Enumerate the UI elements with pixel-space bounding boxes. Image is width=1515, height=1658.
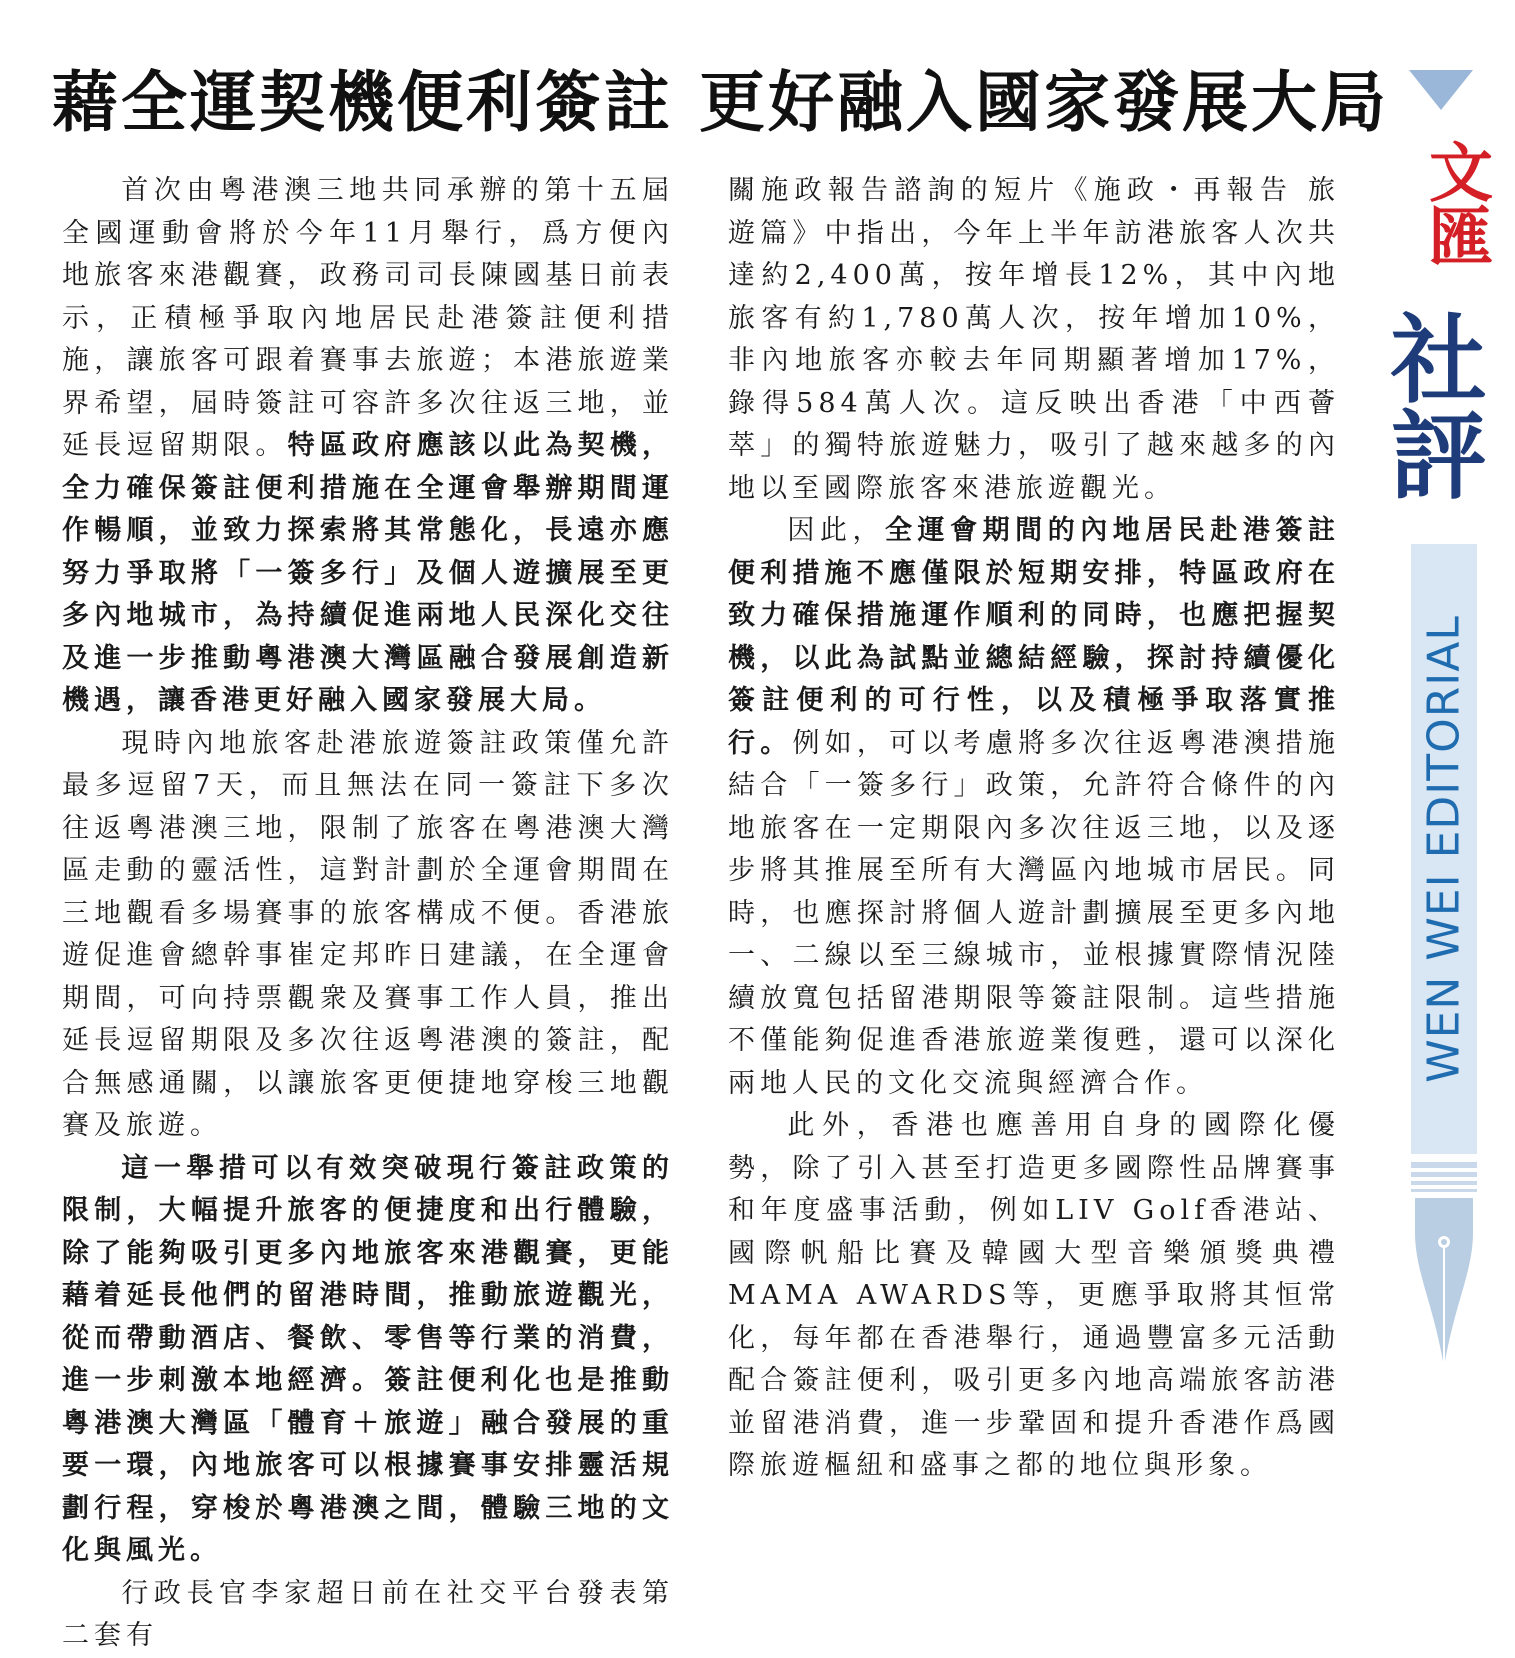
paragraph-1 (62, 170, 674, 723)
editorial-masthead (1375, 62, 1493, 1482)
fountain-pen-nib-icon (1411, 1162, 1477, 1372)
left-column (62, 170, 674, 1658)
paragraph-1-bold: 特區政府應該以此為契機，全力確保簽註便利措施在全運會舉辦期間運作暢順，並致力探索將其常態化，長遠亦應努力爭取將「一簽多行」及個人遊擴展至更多內地城市，為持續促進兩地人民深化交往及進一步推動粵港澳大灣區融合發展創造新機遇，讓香港更好融入國家發展大局。 (62, 430, 675, 716)
paragraph-3 (62, 1148, 674, 1573)
right-column (728, 170, 1340, 1488)
paragraph-5-text: 例如，可以考慮將多次往返粵港澳措施結合「一簽多行」政策，允許符合條件的內地旅客在一定期限內多次往返三地，以及逐步將其推展至所有大灣區內地城市居民。同時，也應探討將個人遊計劃擴展至更多內地一、二線以至三線城市，並根據實際情況陸續放寬包括留港期限等簽註限制。這些措施不僅能夠促進香港旅遊業復甦，還可以深化兩地人民的文化交流與經濟合作。 (728, 727, 1341, 1099)
triangle-down-icon (1409, 70, 1473, 110)
paragraph-5 (728, 510, 1340, 1105)
paragraph-5-lead: 因此， (787, 515, 886, 546)
paragraph-5-bold: 全運會期間的內地居民赴港簽註便利措施不應僅限於短期安排，特區政府在致力確保措施運作順利的同時，也應把握契機，以此為試點並總結經驗，探討持續優化簽註便利的可行性，以及積極爭取落實推行。 (728, 515, 1341, 759)
paragraph-4-start: 行政長官李家超日前在社交平台發表第二套有 (62, 1577, 674, 1651)
paragraph-2: 現時內地旅客赴港旅遊簽註政策僅允許最多逗留7天，而且無法在同一簽註下多次往返粵港澳三地，限制了旅客在粵港澳大灣區走動的靈活性，這對計劃於全運會期間在三地觀看多場賽事的旅客構成不便。香港旅遊促進會總幹事崔定邦昨日建議，在全運會期間，可向持票觀衆及賽事工作人員，推出延長逗留期限及多次往返粵港澳的簽註，配合無感通關，以讓旅客更便捷地穿梭三地觀賽及旅遊。 (62, 727, 674, 1141)
paragraph-3-bold: 這一舉措可以有效突破現行簽註政策的限制，大幅提升旅客的便捷度和出行體驗，除了能夠吸引更多內地旅客來港觀賽，更能藉着延長他們的留港時間，推動旅遊觀光，從而帶動酒店、餐飲、零售等行業的消費，進一步刺激本地經濟。簽註便利化也是推動粵港澳大灣區「體育＋旅遊」融合發展的重要一環，內地旅客可以根據賽事安排靈活規劃行程，穿梭於粵港澳之間，體驗三地的文化與風光。 (62, 1152, 674, 1566)
paragraph-6: 此外，香港也應善用自身的國際化優勢，除了引入甚至打造更多國際性品牌賽事和年度盛事活動，例如LIV Golf香港站、國際帆船比賽及韓國大型音樂頒獎典禮MAMA AWARDS等，更應爭取將其恒常化，每年都在香港舉行，通過豐富多元活動配合簽註便利，吸引更多內地高端旅客訪港並留港消費，進一步鞏固和提升香港作爲國際旅遊樞紐和盛事之都的地位與形象。 (728, 1110, 1340, 1481)
english-title: WEN WEI EDITORIAL (1418, 615, 1470, 1083)
headline: 藉全運契機便利簽註 更好融入國家發展大局 (52, 63, 1389, 141)
paragraph-4-continued: 關施政報告諮詢的短片《施政・再報告 旅遊篇》中指出，今年上半年訪港旅客人次共達約2,400萬，按年增長12%，其中內地旅客有約1,780萬人次，按年增加10%，非內地旅客亦較去年同期顯著增加17%，錄得584萬人次。這反映出香港「中西薈萃」的獨特旅遊魅力，吸引了越來越多的內地以至國際旅客來港旅遊觀光。 (728, 175, 1340, 504)
editorial-title: 社評 (1375, 309, 1488, 501)
paragraph-1-text: 首次由粵港澳三地共同承辦的第十五屆全國運動會將於今年11月舉行，爲方便內地旅客來港觀賽，政務司司長陳國基日前表示，正積極爭取內地居民赴港簽註便利措施，讓旅客可跟着賽事去旅遊；本港旅遊業界希望，屆時簽註可容許多次往返三地，並延長逗留期限。 (62, 175, 674, 461)
wen-wei-logo: 文匯 (1418, 139, 1493, 267)
english-title-band (1411, 544, 1477, 1154)
